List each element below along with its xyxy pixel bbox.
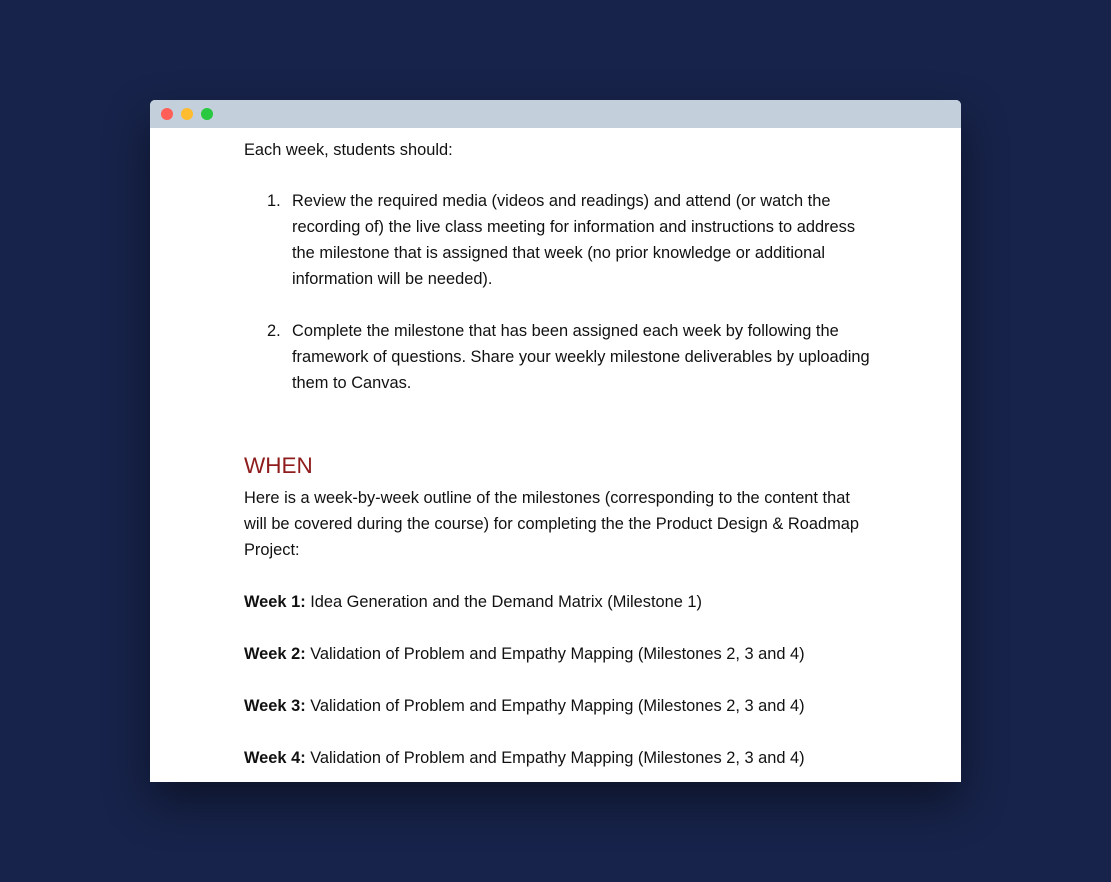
week-item-1	[244, 589, 702, 615]
week-text: Validation of Problem and Empathy Mapping (Milestones 2, 3 and 4)	[305, 697, 805, 715]
week-text: Validation of Problem and Empathy Mapping (Milestones 2, 3 and 4)	[305, 749, 805, 767]
week-item-2	[244, 641, 805, 667]
week-label: Week 1:	[244, 593, 306, 611]
week-item-3	[244, 693, 805, 719]
week-label: Week 2:	[244, 645, 306, 663]
when-heading: WHEN	[244, 453, 313, 478]
week-text: Idea Generation and the Demand Matrix (Milestone 1)	[305, 593, 702, 611]
step-item-2	[267, 318, 872, 396]
intro-text: Each week, students should:	[244, 141, 453, 159]
step-item-1	[267, 188, 872, 292]
window-titlebar	[150, 100, 961, 128]
week-label: Week 3:	[244, 697, 306, 715]
week-item-4	[244, 745, 805, 771]
close-window-button[interactable]	[161, 108, 173, 120]
minimize-window-button[interactable]	[181, 108, 193, 120]
when-intro-text: Here is a week-by-week outline of the milestones (corresponding to the content that will be covered during the course) for completing the the Product Design & Roadmap Project:	[244, 489, 859, 559]
step-text: Review the required media (videos and readings) and attend (or watch the recording of) the live class meeting for information and instructions to address the milestone that is assigned that week (no prior knowledge or additional information will be needed).	[292, 192, 856, 288]
zoom-window-button[interactable]	[201, 108, 213, 120]
document-window	[150, 100, 961, 782]
step-number: 2.	[267, 322, 281, 340]
week-label: Week 4:	[244, 749, 306, 767]
step-number: 1.	[267, 192, 281, 210]
week-text: Validation of Problem and Empathy Mapping (Milestones 2, 3 and 4)	[305, 645, 805, 663]
step-text: Complete the milestone that has been assigned each week by following the framework of questions. Share your weekly milestone deliverables by uploading them to Canvas.	[292, 322, 870, 392]
